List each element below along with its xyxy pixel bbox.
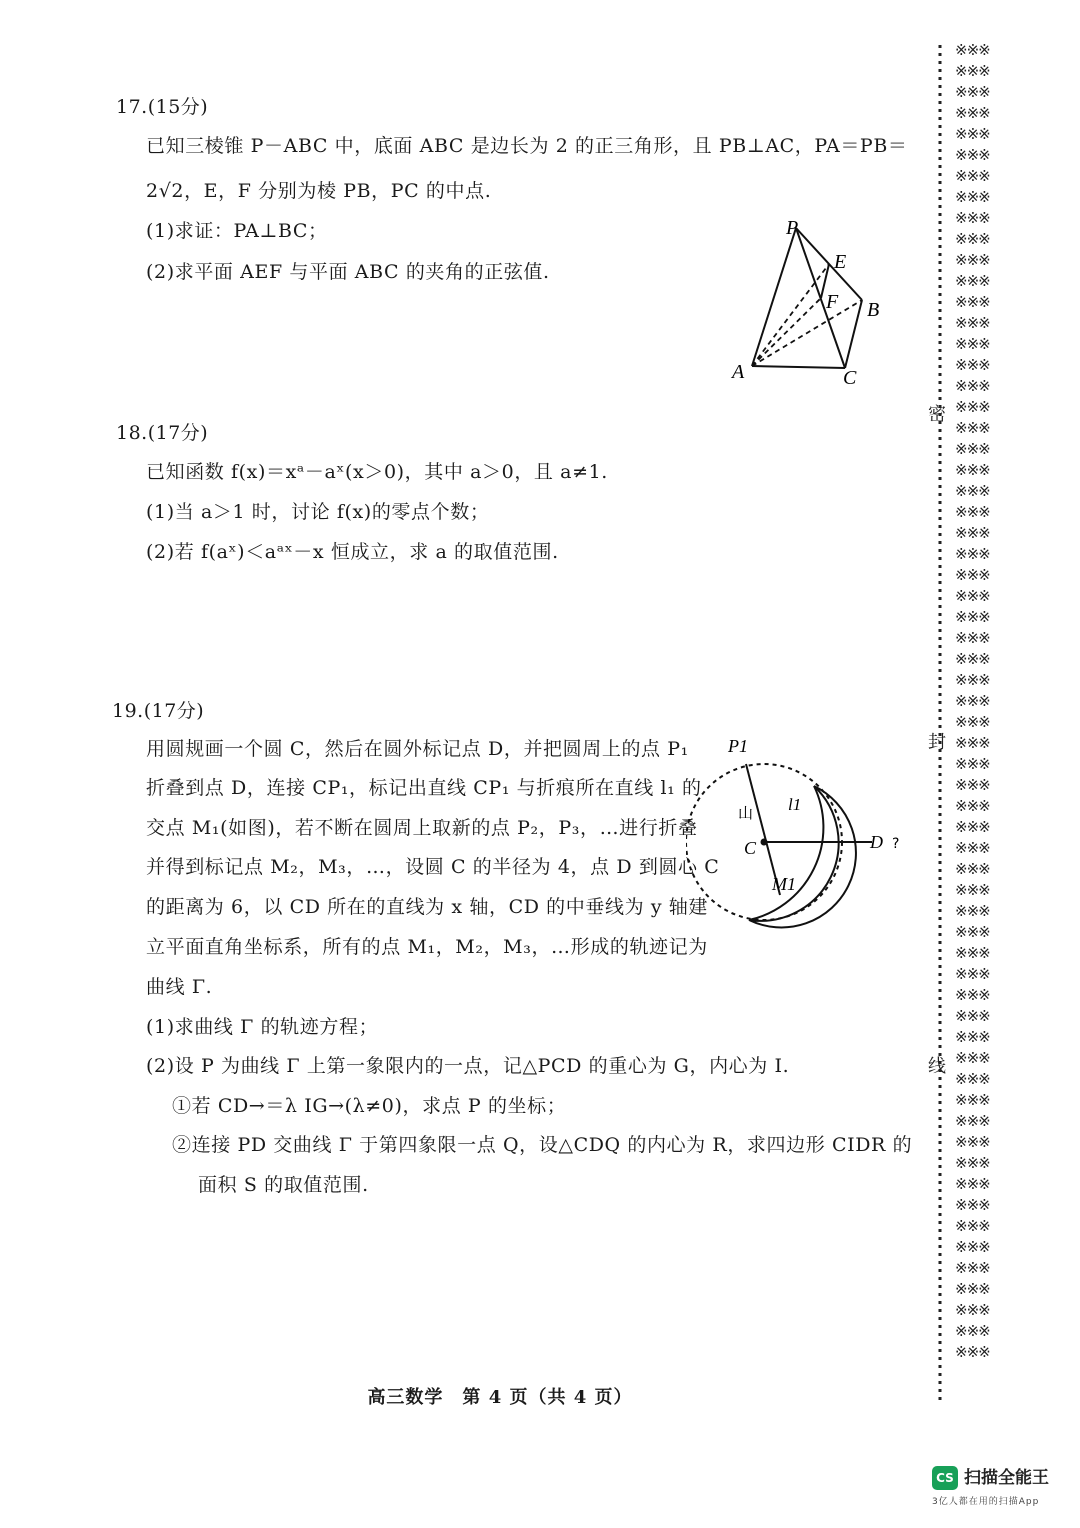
seal-mark-row: ※※※ [955,1238,990,1256]
seal-char-xian: 线 [928,1056,946,1077]
q17-part-2: (2)求平面 AEF 与平面 ABC 的夹角的正弦值. [146,261,550,283]
seal-mark-row: ※※※ [955,1112,990,1130]
label-question: ? [892,836,900,852]
q18-line-1: 已知函数 f(x)＝xᵃ－aˣ(x＞0)，其中 a＞0，且 a≠1. [146,461,608,483]
label-F: F [826,291,839,313]
seal-mark-row: ※※※ [955,335,990,353]
q19-line-5: 的距离为 6，以 CD 所在的直线为 x 轴，CD 的中垂线为 y 轴建 [146,896,708,918]
seal-mark-row: ※※※ [955,251,990,269]
seal-mark-row: ※※※ [955,860,990,878]
q19-part-2-sub-1: ①若 CD→＝λ IG→(λ≠0)，求点 P 的坐标； [172,1095,567,1117]
seal-mark-row: ※※※ [955,797,990,815]
seal-mark-row: ※※※ [955,1133,990,1151]
seal-mark-row: ※※※ [955,482,990,500]
seal-mark-row: ※※※ [955,965,990,983]
seal-char-feng: 封 [928,732,946,753]
q18-part-1: (1)当 a＞1 时，讨论 f(x)的零点个数； [146,501,490,523]
seal-mark-row: ※※※ [955,440,990,458]
seal-mark-row: ※※※ [955,209,990,227]
seal-mark-row: ※※※ [955,1091,990,1109]
seal-mark-row: ※※※ [955,524,990,542]
seal-mark-row: ※※※ [955,188,990,206]
seal-mark-row: ※※※ [955,125,990,143]
seal-mark-row: ※※※ [955,83,990,101]
q19-line-6: 立平面直角坐标系，所有的点 M₁，M₂，M₃，…形成的轨迹记为 [146,936,708,958]
seal-mark-row: ※※※ [955,734,990,752]
seal-mark-row: ※※※ [955,1280,990,1298]
label-shan: 山 [738,804,754,822]
seal-mark-row: ※※※ [955,146,990,164]
logo-tagline: 3亿人都在用的扫描App [932,1497,1040,1507]
seal-mark-row: ※※※ [955,1175,990,1193]
seal-mark-row: ※※※ [955,629,990,647]
seal-mark-row: ※※※ [955,545,990,563]
seal-mark-row: ※※※ [955,377,990,395]
label-P1: P1 [728,736,748,756]
seal-mark-row: ※※※ [955,587,990,605]
q17-line-2: 2√2，E，F 分别为棱 PB，PC 的中点. [146,180,492,202]
seal-mark-row: ※※※ [955,1049,990,1067]
seal-mark-row: ※※※ [955,503,990,521]
cs-logo-icon: CS [932,1466,958,1490]
q19-line-4: 并得到标记点 M₂，M₃，…，设圆 C 的半径为 4，点 D 到圆心 C [146,856,720,878]
seal-mark-row: ※※※ [955,839,990,857]
page-footer: 高三数学 第 4 页（共 4 页） [367,1387,633,1408]
q19-line-3: 交点 M₁(如图)，若不断在圆周上取新的点 P₂，P₃，…进行折叠 [146,817,698,839]
q19-line-1: 用圆规画一个圆 C，然后在圆外标记点 D，并把圆周上的点 P₁ [146,738,689,760]
seal-mark-row: ※※※ [955,1028,990,1046]
seal-mark-row: ※※※ [955,986,990,1004]
seal-mark-row: ※※※ [955,776,990,794]
seal-mark-column [955,40,1005,1360]
seal-mark-row: ※※※ [955,713,990,731]
q19-part-2-sub-2-cont: 面积 S 的取值范围. [198,1174,369,1196]
seal-mark-row: ※※※ [955,1217,990,1235]
label-B: B [867,299,880,321]
seal-mark-row: ※※※ [955,272,990,290]
pyramid-figure [722,208,892,388]
seal-mark-row: ※※※ [955,461,990,479]
seal-mark-row: ※※※ [955,1196,990,1214]
seal-mark-row: ※※※ [955,818,990,836]
seal-mark-row: ※※※ [955,1343,990,1360]
seal-mark-row: ※※※ [955,1322,990,1340]
seal-mark-row: ※※※ [955,608,990,626]
q17-line-1: 已知三棱锥 P－ABC 中，底面 ABC 是边长为 2 的正三角形，且 PB⊥AC，PA＝PB＝ [146,135,908,157]
label-C: C [843,367,857,388]
q18-heading: 18.(17分) [116,422,209,444]
q19-line-7: 曲线 Γ. [146,976,213,998]
seal-mark-row: ※※※ [955,293,990,311]
seal-mark-row: ※※※ [955,1007,990,1025]
label-P: P [786,217,799,239]
label-C-q19: C [744,838,757,858]
seal-mark-row: ※※※ [955,41,990,59]
scanner-logo [930,1466,1070,1516]
q19-part-2: (2)设 P 为曲线 Γ 上第一象限内的一点，记△PCD 的重心为 G，内心为 I. [146,1055,790,1077]
q19-line-2: 折叠到点 D，连接 CP₁，标记出直线 CP₁ 与折痕所在直线 l₁ 的 [146,777,702,799]
seal-mark-row: ※※※ [955,692,990,710]
q19-heading: 19.(17分) [112,700,205,722]
seal-mark-row: ※※※ [955,230,990,248]
seal-mark-row: ※※※ [955,104,990,122]
label-M1: M1 [772,874,796,894]
seal-char-mi: 密 [928,404,946,425]
circle-fold-figure [686,730,916,955]
logo-name: 扫描全能王 [964,1468,1049,1488]
seal-mark-row: ※※※ [955,314,990,332]
seal-mark-row: ※※※ [955,881,990,899]
q18-part-2: (2)若 f(aˣ)＜aᵃˣ－x 恒成立，求 a 的取值范围. [146,541,559,563]
seal-mark-row: ※※※ [955,944,990,962]
q19-part-1: (1)求曲线 Γ 的轨迹方程； [146,1016,379,1038]
seal-mark-row: ※※※ [955,356,990,374]
q17-part-1: (1)求证：PA⊥BC； [146,220,328,242]
seal-mark-row: ※※※ [955,902,990,920]
seal-mark-row: ※※※ [955,650,990,668]
seal-mark-row: ※※※ [955,566,990,584]
seal-mark-row: ※※※ [955,398,990,416]
seal-mark-row: ※※※ [955,62,990,80]
seal-mark-row: ※※※ [955,1301,990,1319]
seal-mark-row: ※※※ [955,923,990,941]
label-l1: l1 [788,795,802,814]
q17-heading: 17.(15分) [116,96,209,118]
seal-mark-row: ※※※ [955,1154,990,1172]
seal-mark-row: ※※※ [955,755,990,773]
q19-part-2-sub-2: ②连接 PD 交曲线 Γ 于第四象限一点 Q，设△CDQ 的内心为 R，求四边形 CIDR 的 [172,1134,913,1156]
seal-mark-row: ※※※ [955,671,990,689]
label-A: A [732,361,745,383]
seal-mark-row: ※※※ [955,419,990,437]
seal-mark-row: ※※※ [955,1259,990,1277]
seal-mark-row: ※※※ [955,167,990,185]
label-E: E [834,251,847,273]
label-D: D [870,832,883,852]
seal-mark-row: ※※※ [955,1070,990,1088]
